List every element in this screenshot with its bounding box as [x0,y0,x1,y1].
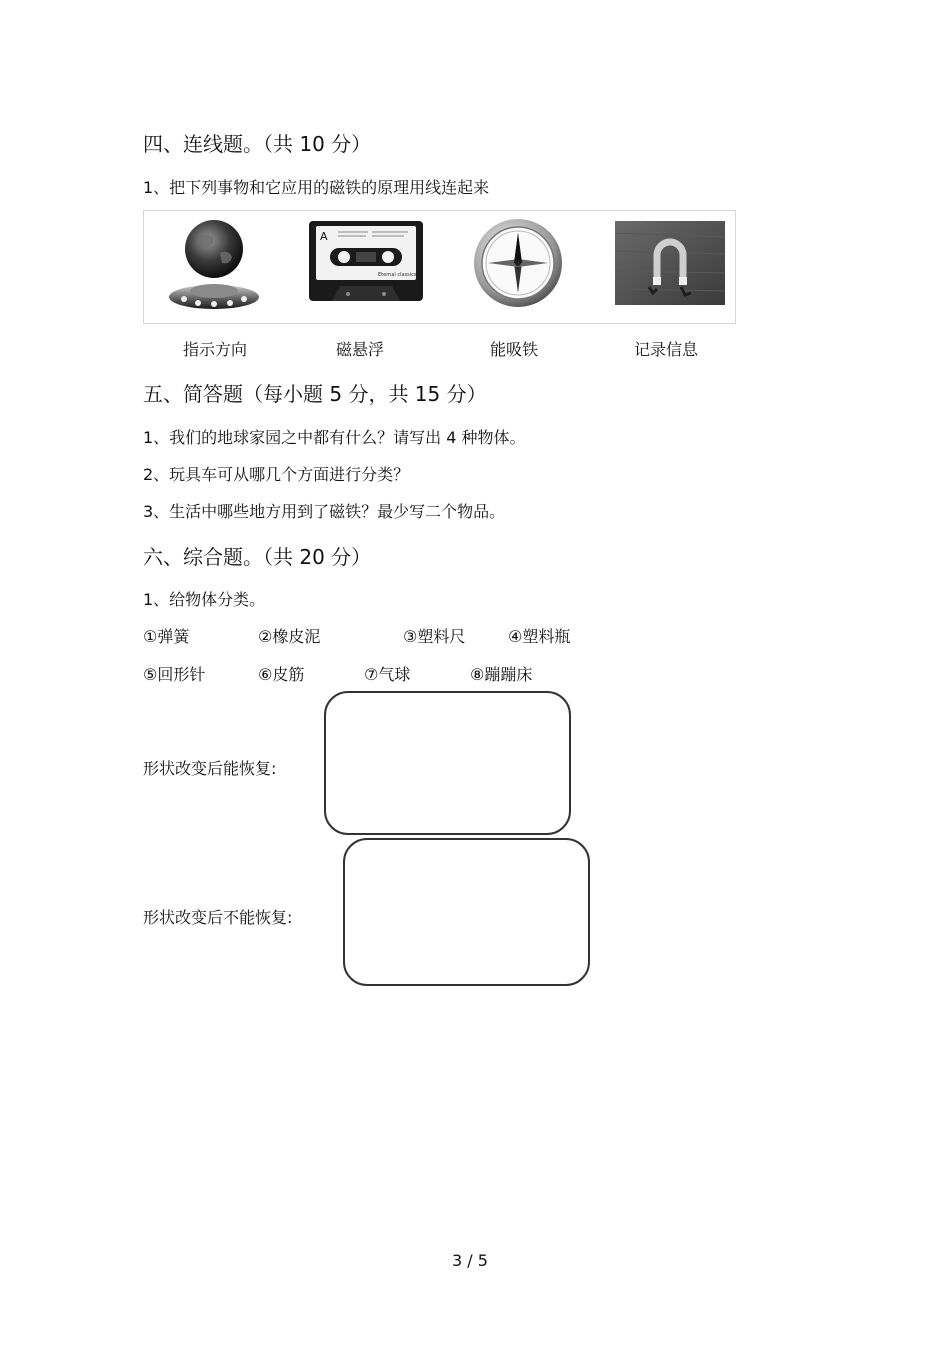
section5-question-1: 1、我们的地球家园之中都有什么？请写出 4 种物体。 [143,428,526,447]
section5-question-3: 3、生活中哪些地方用到了磁铁？最少写二个物品。 [143,502,506,521]
item-trampoline: ⑧蹦蹦床 [470,665,533,684]
section4-question-1: 1、把下列事物和它应用的磁铁的原理用线连起来 [143,178,490,197]
item-plastic-bottle: ④塑料瓶 [508,627,571,646]
label-record-info: 记录信息 [634,340,699,359]
section5-question-2: 2、玩具车可从哪几个方面进行分类？ [143,465,410,484]
section5-title: 五、简答题（每小题 5 分，共 15 分） [143,382,487,406]
item-balloon: ⑦气球 [364,665,411,684]
tape-side-label: A [320,230,328,243]
maglev-globe-icon [166,215,262,319]
section6-question-1: 1、给物体分类。 [143,590,266,609]
cassette-tape-icon [308,220,424,302]
section6-title: 六、综合题。（共 20 分） [143,545,372,569]
item-rubber-band: ⑥皮筋 [258,665,305,684]
horseshoe-magnet-icon [615,221,725,305]
item-plastic-ruler: ③塑料尺 [403,627,466,646]
matching-image-strip [143,210,736,324]
label-point-direction: 指示方向 [183,340,248,359]
item-plasticine: ②橡皮泥 [258,627,321,646]
box2-label: 形状改变后不能恢复: [143,908,293,927]
answer-box-not-recoverable[interactable] [343,838,590,986]
compass-icon [472,217,564,309]
label-attract-iron: 能吸铁 [490,340,539,359]
item-spring: ①弹簧 [143,627,190,646]
label-maglev: 磁悬浮 [336,340,385,359]
section4-title: 四、连线题。（共 10 分） [143,132,372,156]
tape-brand-label: Eternal classics [378,272,417,278]
item-paper-clip: ⑤回形针 [143,665,206,684]
answer-box-recoverable[interactable] [324,691,571,835]
page-number: 3 / 5 [452,1251,488,1270]
box1-label: 形状改变后能恢复: [143,759,277,778]
